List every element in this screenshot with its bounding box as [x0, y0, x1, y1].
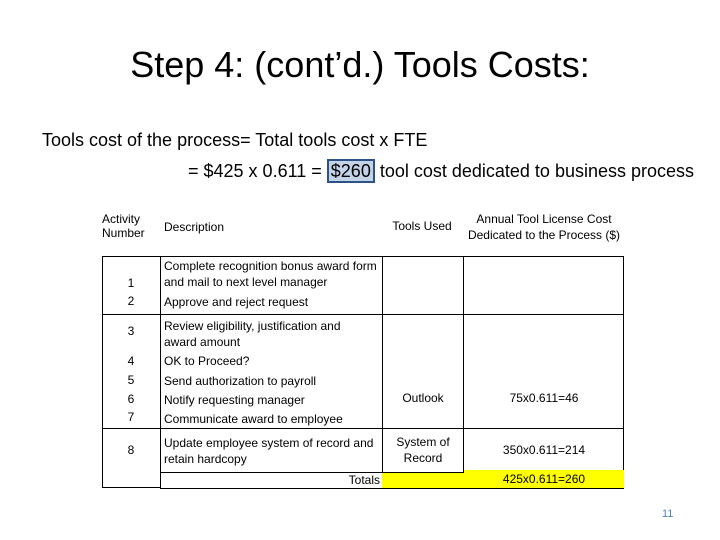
activity-description: Complete recognition bonus award form and mail to next level manager [164, 259, 377, 289]
activity-number: 6 [127, 392, 135, 406]
activity-number: 1 [127, 276, 135, 290]
activity-number: 5 [127, 373, 135, 387]
activity-description: OK to Proceed? [164, 354, 250, 368]
slide-title: Step 4: (cont’d.) Tools Costs: [130, 44, 590, 85]
activity-description: Approve and reject request [164, 295, 309, 309]
header-activity-number: Activity Number [102, 212, 145, 240]
totals-label: Totals [348, 473, 380, 487]
totals-value: 425x0.611=260 [464, 470, 624, 488]
activity-description: Notify requesting manager [164, 393, 305, 407]
tool-cost: 75x0.611=46 [509, 391, 579, 405]
slide-number: 11 [662, 508, 674, 520]
formula-prefix: = $425 x 0.611 = [188, 161, 327, 181]
row-divider-2 [102, 428, 624, 429]
formula-line-1: Tools cost of the process= Total tools cost x FTE [42, 130, 428, 150]
activity-description: Send authorization to payroll [164, 374, 317, 388]
highlighted-result: $260 [327, 159, 375, 183]
header-tools-used: Tools Used [392, 219, 452, 233]
activity-number: 8 [127, 443, 135, 457]
formula-line-2 [188, 161, 694, 182]
header-annual-cost: Annual Tool License Cost Dedicated to the Process ($) [467, 212, 621, 242]
activity-description: Review eligibility, justification and award amount [164, 319, 341, 349]
header-description: Description [164, 220, 225, 234]
tool-name: Outlook [402, 391, 444, 405]
totals-tools-cell [382, 473, 464, 488]
activity-number: 2 [127, 294, 135, 308]
tool-name: System of Record [396, 435, 450, 465]
formula-suffix: tool cost dedicated to business process [374, 161, 695, 181]
activity-number: 4 [127, 354, 135, 368]
activity-number: 3 [127, 324, 135, 338]
table-bottom-border [160, 488, 624, 489]
activity-description: Update employee system of record and retain hardcopy [164, 436, 374, 466]
activity-description: Communicate award to employee [164, 412, 343, 426]
row-divider-1 [102, 314, 624, 315]
activity-number: 7 [127, 410, 135, 424]
description-left-border [160, 256, 161, 488]
tool-cost: 350x0.611=214 [502, 443, 586, 457]
